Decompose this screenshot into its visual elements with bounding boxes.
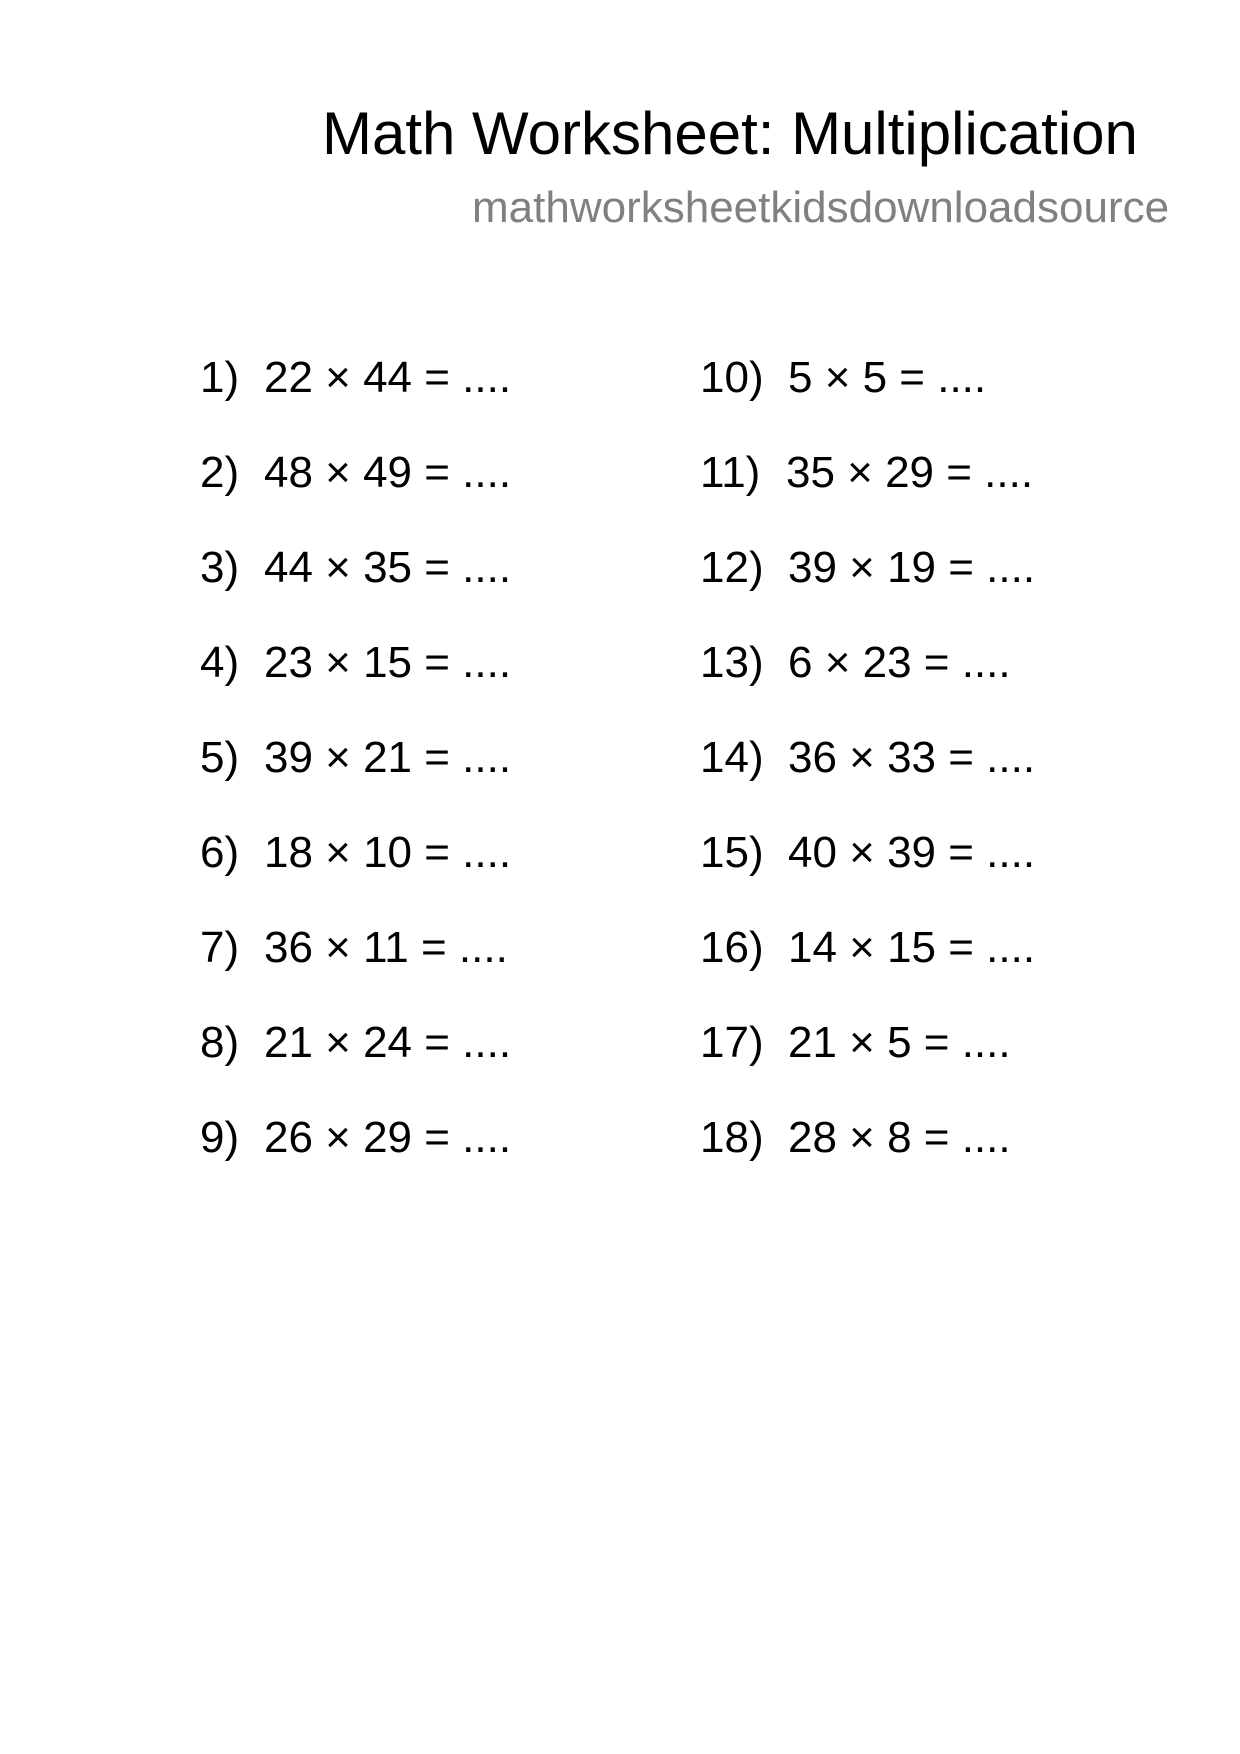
problem-number: 8) [200,1018,240,1067]
problem-expression: 14 × 15 = .... [788,923,1036,972]
problem-expression: 28 × 8 = .... [788,1113,1011,1162]
problem-number: 4) [200,638,240,687]
problem-number: 13) [700,638,764,687]
problem-13 [700,637,1011,689]
problem-expression: 40 × 39 = .... [788,828,1036,877]
problem-6 [200,827,512,879]
problem-8 [200,1017,512,1069]
problem-number: 3) [200,543,240,592]
problem-10 [700,352,987,404]
problem-14 [700,732,1036,784]
problem-expression: 26 × 29 = .... [264,1113,512,1162]
problem-expression: 36 × 11 = .... [264,923,508,972]
page-subtitle: mathworksheetkidsdownloadsource [472,183,1170,232]
problem-expression: 21 × 5 = .... [788,1018,1011,1067]
problem-expression: 22 × 44 = .... [264,353,512,402]
problem-number: 17) [700,1018,764,1067]
problem-expression: 48 × 49 = .... [264,448,512,497]
problem-expression: 35 × 29 = .... [786,448,1034,497]
problem-number: 10) [700,353,764,402]
problem-11 [700,447,1034,499]
problem-18 [700,1112,1011,1164]
problem-7 [200,922,508,974]
problem-12 [700,542,1036,594]
problem-expression: 39 × 21 = .... [264,733,512,782]
problem-expression: 21 × 24 = .... [264,1018,512,1067]
problem-number: 7) [200,923,240,972]
problem-number: 1) [200,353,240,402]
problem-number: 6) [200,828,240,877]
problem-number: 9) [200,1113,240,1162]
problem-3 [200,542,512,594]
problem-16 [700,922,1036,974]
problem-number: 16) [700,923,764,972]
problem-expression: 23 × 15 = .... [264,638,512,687]
problem-1 [200,352,512,404]
problem-number: 2) [200,448,240,497]
problem-5 [200,732,512,784]
problem-number: 18) [700,1113,764,1162]
problem-9 [200,1112,512,1164]
problem-number: 12) [700,543,764,592]
problem-15 [700,827,1036,879]
problem-4 [200,637,512,689]
problem-number: 15) [700,828,764,877]
problem-number: 14) [700,733,764,782]
problem-expression: 39 × 19 = .... [788,543,1036,592]
problem-2 [200,447,512,499]
problem-expression: 6 × 23 = .... [788,638,1011,687]
problem-expression: 44 × 35 = .... [264,543,512,592]
problem-number: 11) [700,448,761,497]
problem-expression: 36 × 33 = .... [788,733,1036,782]
problem-expression: 5 × 5 = .... [788,353,987,402]
problem-number: 5) [200,733,240,782]
page-title: Math Worksheet: Multiplication [322,100,1138,167]
problem-17 [700,1017,1011,1069]
problem-expression: 18 × 10 = .... [264,828,512,877]
